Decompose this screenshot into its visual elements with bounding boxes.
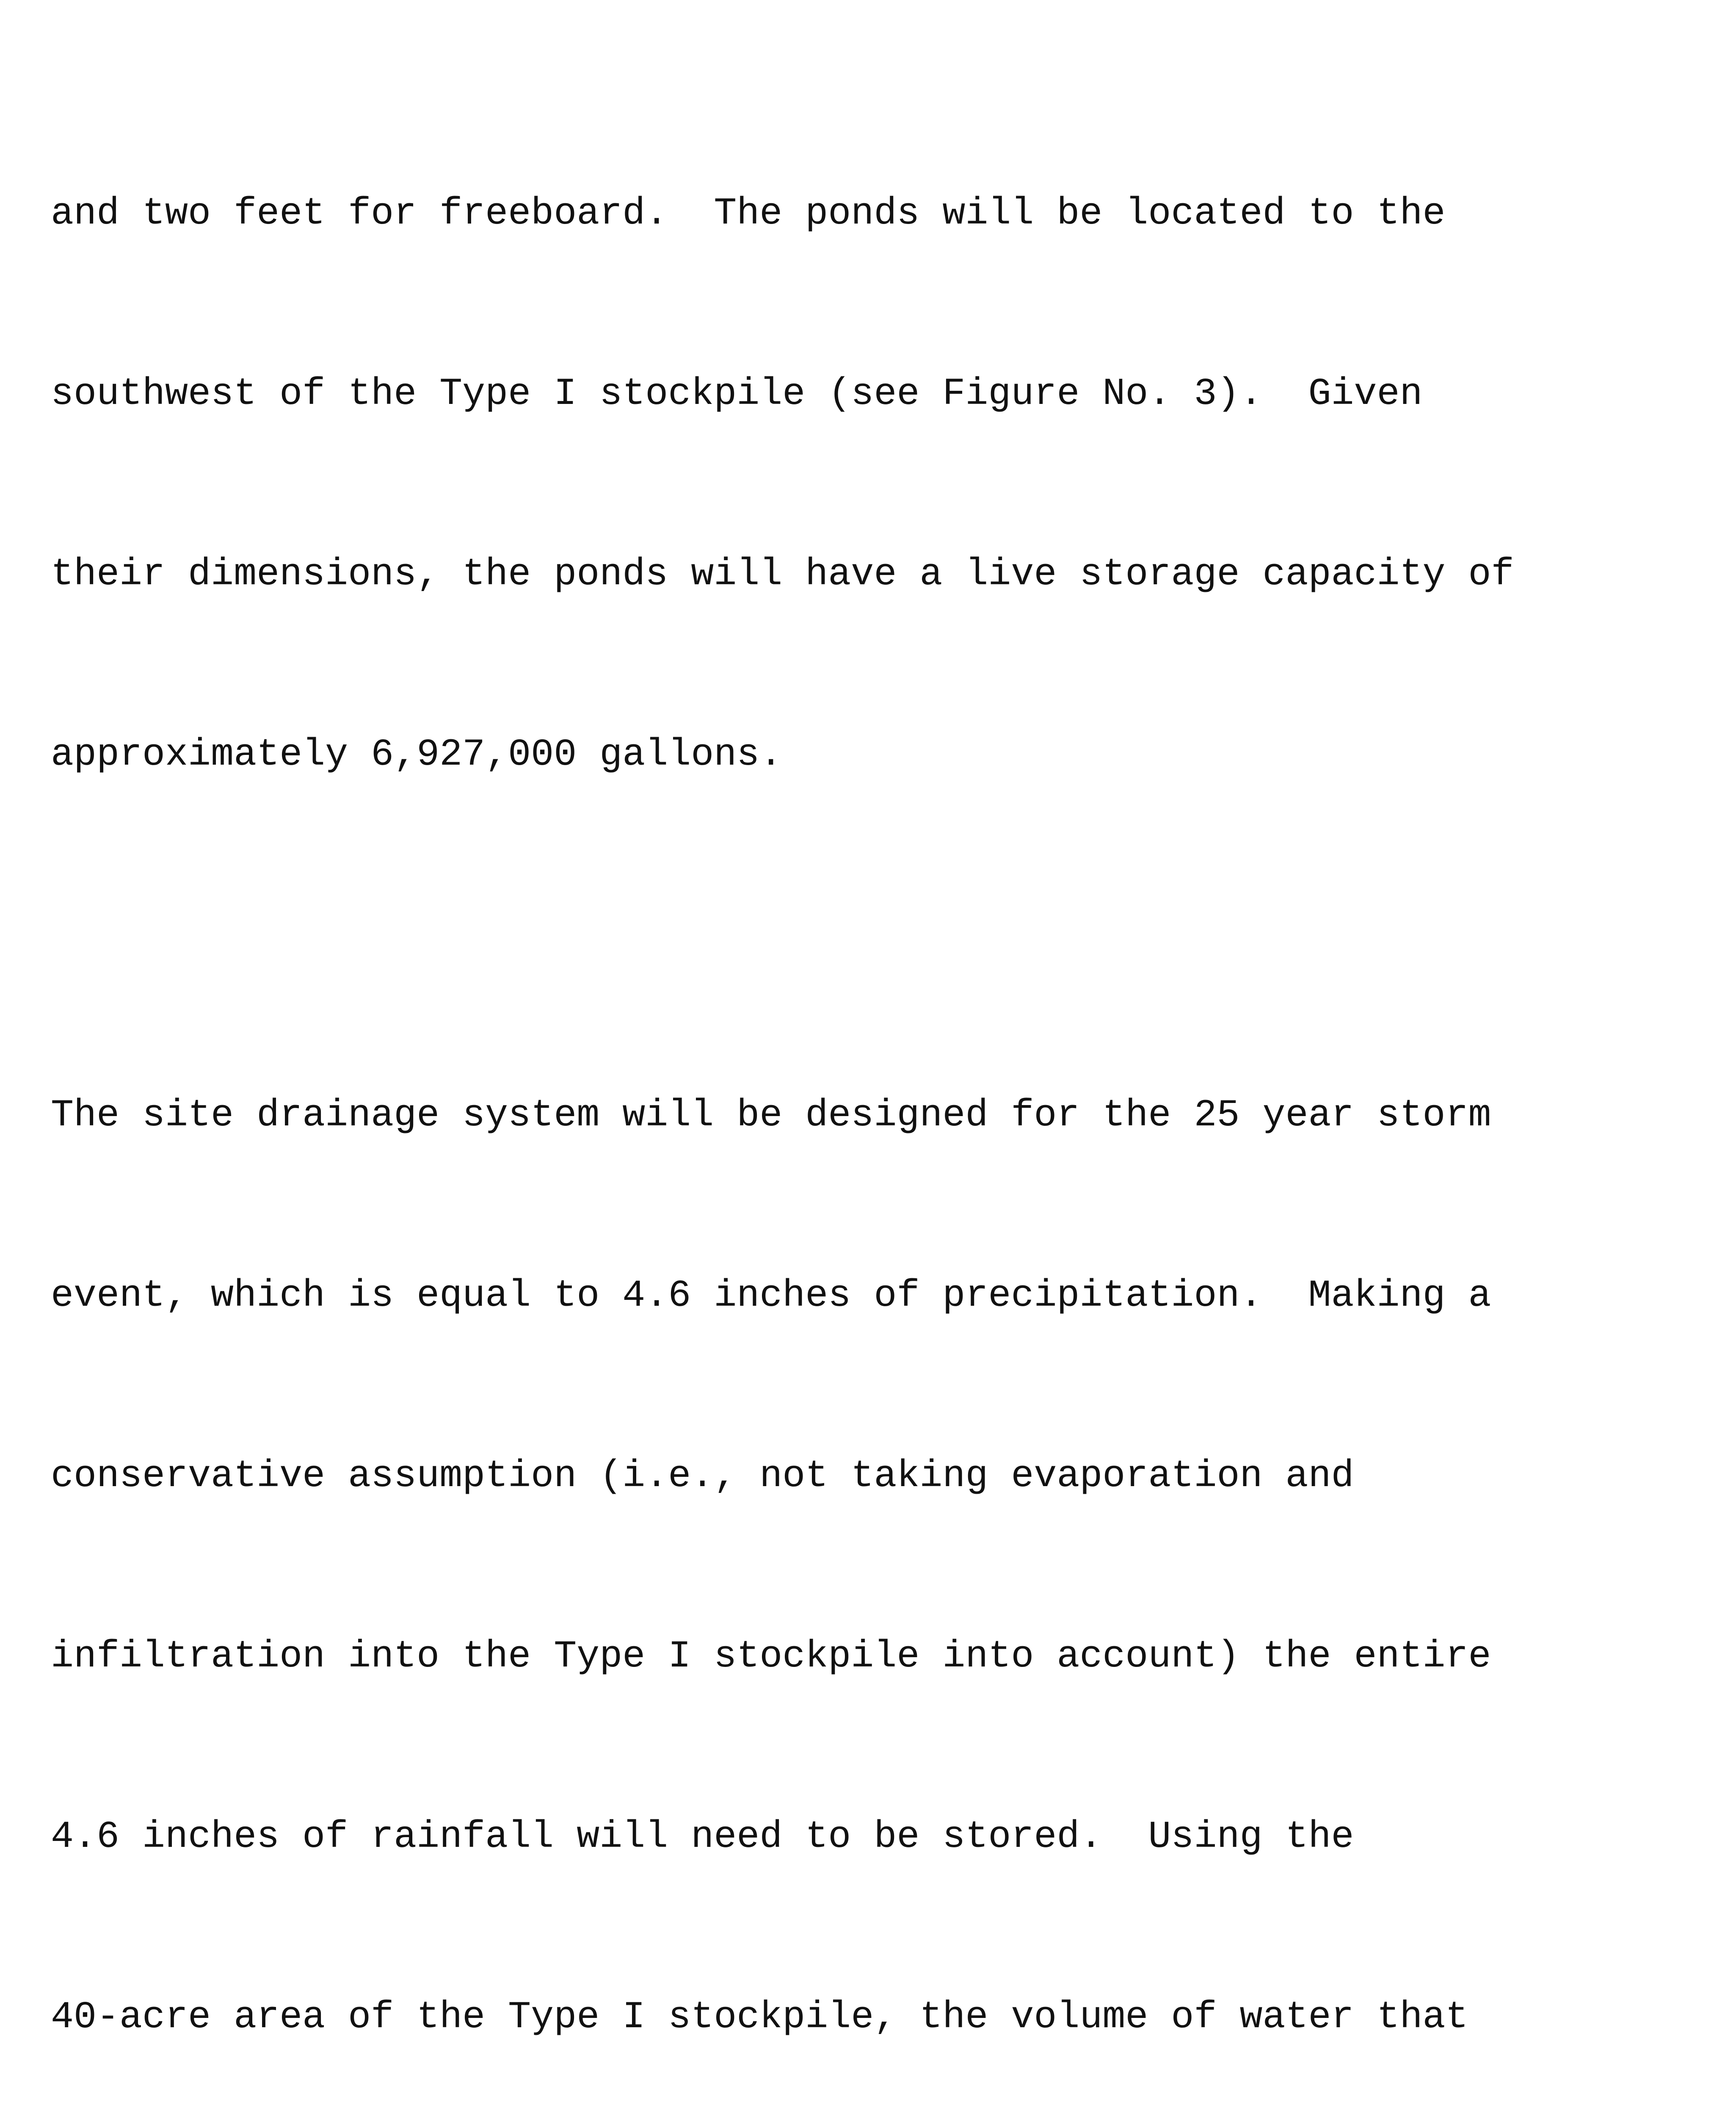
paragraph-1 [51, 64, 1702, 905]
body-text [51, 64, 1702, 2117]
text-line: southwest of the Type I stockpile (see Figure No. 3). Given [51, 373, 1423, 416]
text-line: The site drainage system will be designed for the 25 year storm [51, 1094, 1491, 1137]
text-line: conservative assumption (i.e., not taking evaporation and [51, 1455, 1354, 1498]
text-line: 4.6 inches of rainfall will need to be stored. Using the [51, 1816, 1354, 1859]
text-line: infiltration into the Type I stockpile into account) the entire [51, 1635, 1491, 1678]
text-line: their dimensions, the ponds will have a live storage capacity of [51, 553, 1514, 596]
text-line: approximately 6,927,000 gallons. [51, 733, 783, 777]
text-line: event, which is equal to 4.6 inches of precipitation. Making a [51, 1274, 1491, 1318]
text-line: 40-acre area of the Type I stockpile, the volume of water that [51, 1996, 1468, 2039]
paragraph-2 [51, 965, 1702, 2117]
text-line: and two feet for freeboard. The ponds will be located to the [51, 192, 1446, 235]
